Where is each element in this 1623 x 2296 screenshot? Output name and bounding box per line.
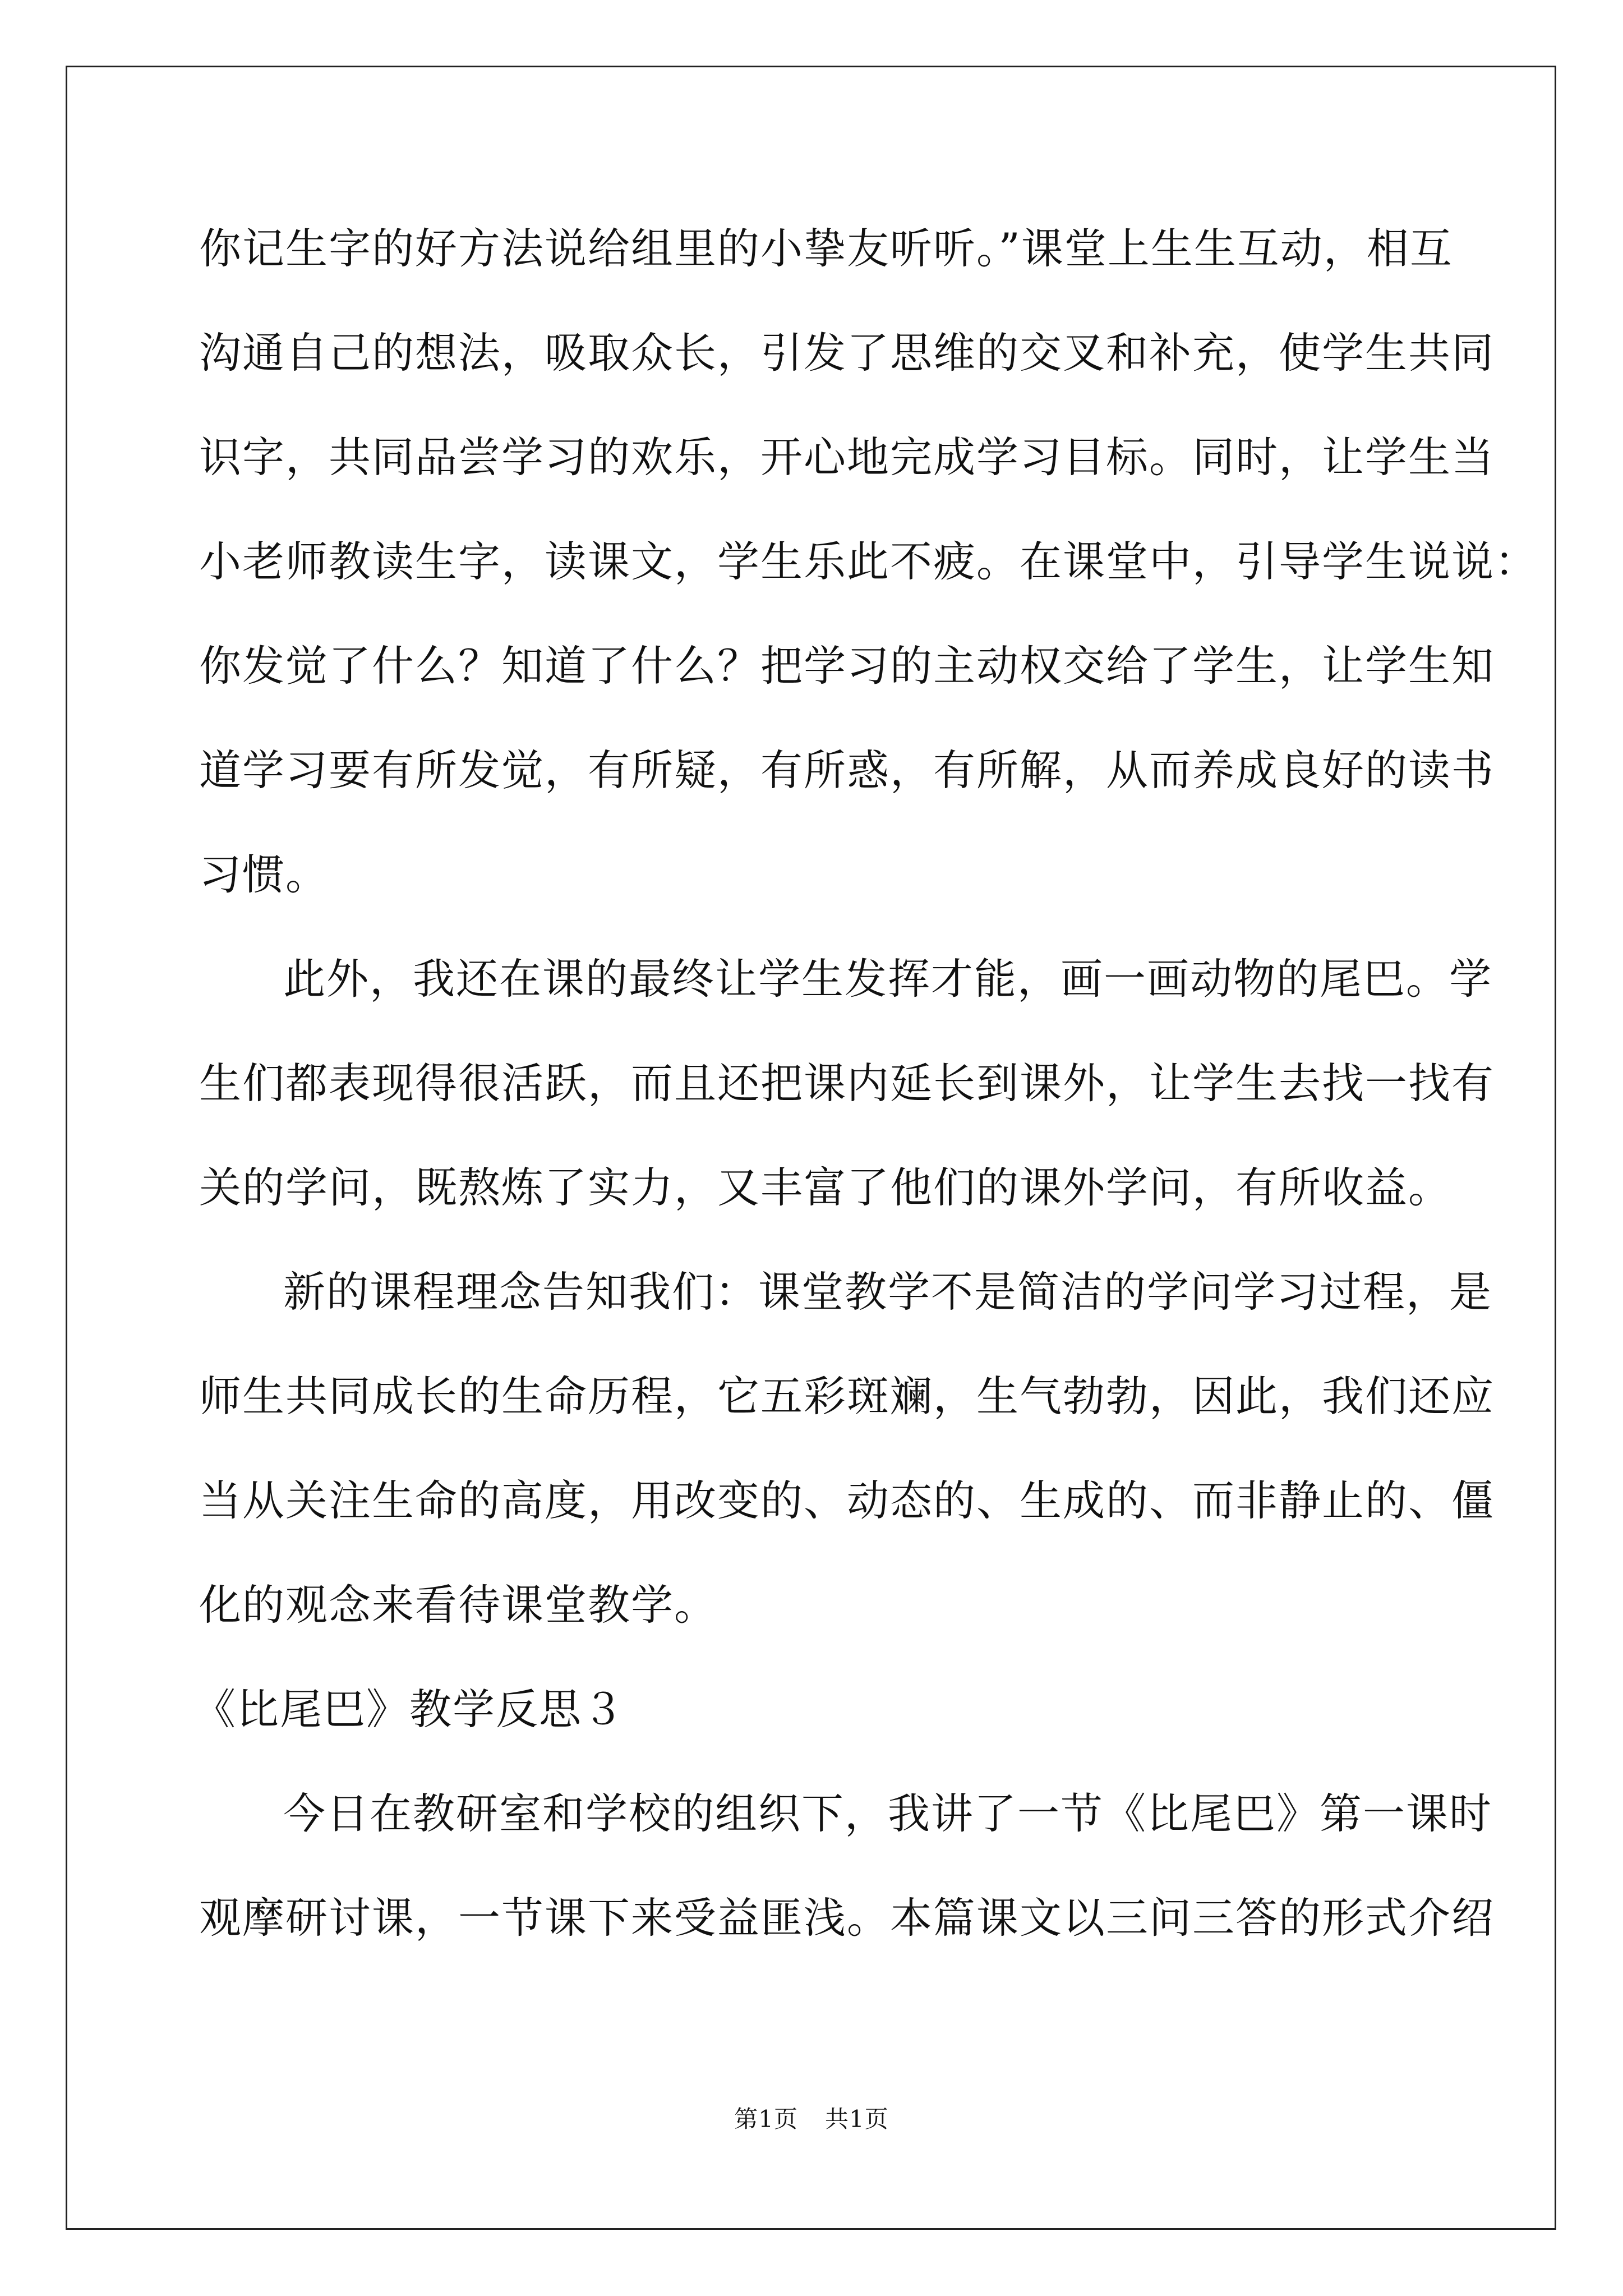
paragraph-first-line: 今日在教研室和学校的组织下，我讲了一节《比尾巴》第一课时 bbox=[283, 1789, 1493, 1838]
page-number: 第1页 bbox=[734, 2105, 798, 2133]
text-line: 识字，共同品尝学习的欢乐，开心地完成学习目标。同时，让学生当 bbox=[199, 432, 1495, 482]
text-line: 沟通自己的想法，吸取众长，引发了思维的交叉和补充，使学生共同 bbox=[199, 328, 1495, 378]
text-line: 师生共同成长的生命历程，它五彩斑斓，生气勃勃，因此，我们还应 bbox=[199, 1372, 1495, 1421]
text-line: 当从关注生命的高度，用改变的、动态的、生成的、而非静止的、僵 bbox=[199, 1476, 1495, 1525]
text-line: 你记生字的好方法说给组里的小挚友听听。”课堂上生生互动，相互 bbox=[199, 224, 1453, 273]
paragraph-first-line: 新的课程理念告知我们：课堂教学不是简洁的学问学习过程，是 bbox=[283, 1267, 1493, 1317]
page-total: 共1页 bbox=[825, 2105, 889, 2133]
text-line: 关的学问，既熬炼了实力，又丰富了他们的课外学问，有所收益。 bbox=[199, 1163, 1452, 1212]
paragraph-first-line: 此外，我还在课的最终让学生发挥才能，画一画动物的尾巴。学 bbox=[283, 954, 1493, 1004]
text-line: 观摩研讨课，一节课下来受益匪浅。本篇课文以三问三答的形式介绍 bbox=[199, 1893, 1495, 1943]
text-line: 生们都表现得很活跃，而且还把课内延长到课外，让学生去找一找有 bbox=[199, 1059, 1495, 1108]
text-line: 道学习要有所发觉，有所疑，有所惑，有所解，从而养成良好的读书 bbox=[199, 746, 1495, 795]
text-line: 小老师教读生字，读课文，学生乐此不疲。在课堂中，引导学生说说： bbox=[199, 537, 1538, 586]
text-line: 你发觉了什么？知道了什么？把学习的主动权交给了学生，让学生知 bbox=[199, 641, 1495, 691]
section-heading: 《比尾巴》教学反思３ bbox=[193, 1685, 626, 1734]
page-footer bbox=[0, 2102, 1623, 2136]
text-line: 习惯。 bbox=[199, 850, 329, 899]
document-body bbox=[193, 196, 1538, 1970]
text-line: 化的观念来看待课堂教学。 bbox=[199, 1580, 718, 1630]
